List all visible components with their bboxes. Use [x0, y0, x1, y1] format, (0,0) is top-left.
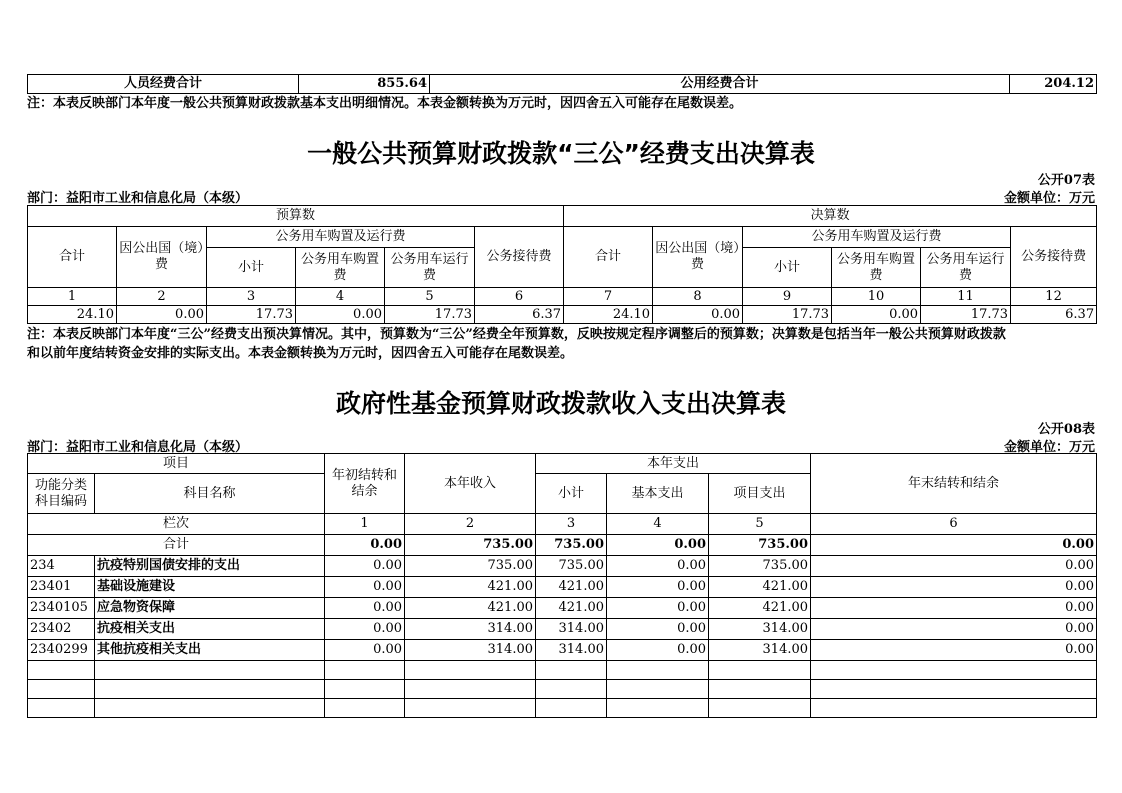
- col-number: 12: [1011, 288, 1097, 306]
- row-value: 0.00: [811, 640, 1097, 661]
- value-cell: 0.00: [832, 306, 921, 324]
- table8-code: 公开08表: [1037, 422, 1095, 437]
- row-code: 23401: [28, 577, 95, 598]
- row-value: 0.00: [811, 556, 1097, 577]
- table8: [27, 453, 1097, 718]
- table7-code: 公开07表: [1037, 173, 1095, 188]
- public-total-label: 公用经费合计: [430, 75, 1010, 94]
- row-value: 421.00: [405, 577, 536, 598]
- row-value: 314.00: [536, 640, 607, 661]
- summary-table: [27, 74, 1097, 94]
- value-cell: 0.00: [653, 306, 743, 324]
- value-cell: 0.00: [296, 306, 385, 324]
- end-balance-header: 年末结转和结余: [811, 454, 1097, 514]
- begin-balance-header: 年初结转和结余: [325, 454, 405, 514]
- row-value: 421.00: [536, 577, 607, 598]
- final-header: 决算数: [564, 206, 1097, 227]
- row-code: 23402: [28, 619, 95, 640]
- value-cell: 17.73: [207, 306, 296, 324]
- budget-abroad-header: 因公出国（境）费: [117, 227, 207, 288]
- public-total-value: 204.12: [1010, 75, 1097, 94]
- row-name: 抗疫特别国债安排的支出: [95, 556, 325, 577]
- final-reception-header: 公务接待费: [1011, 227, 1097, 288]
- value-cell: 17.73: [921, 306, 1011, 324]
- col-number: 8: [653, 288, 743, 306]
- total-value: 735.00: [709, 535, 811, 556]
- row-value: 0.00: [607, 577, 709, 598]
- table7-unit: 金额单位：万元: [1003, 191, 1095, 206]
- row-value: 421.00: [536, 598, 607, 619]
- table7: [27, 205, 1097, 324]
- row-code: 234: [28, 556, 95, 577]
- row-value: 0.00: [607, 598, 709, 619]
- total-value: 0.00: [325, 535, 405, 556]
- col-number: 3: [536, 514, 607, 535]
- value-cell: 6.37: [475, 306, 564, 324]
- col-number: 2: [117, 288, 207, 306]
- col-number: 4: [607, 514, 709, 535]
- row-value: 735.00: [536, 556, 607, 577]
- total-value: 0.00: [811, 535, 1097, 556]
- item-header: 项目: [28, 454, 325, 474]
- budget-total-header: 合计: [28, 227, 117, 288]
- row-value: 0.00: [325, 619, 405, 640]
- table7-note-line1: 注：本表反映部门本年度“三公”经费支出预决算情况。其中，预算数为“三公”经费全年预算数，反映按规定程序调整后的预算数；决算数是包括当年一般公共预算财政拨款: [27, 327, 1006, 342]
- personnel-total-label: 人员经费合计: [28, 75, 299, 94]
- personnel-total-value: 855.64: [299, 75, 430, 94]
- table7-title: 一般公共预算财政拨款“三公”经费支出决算表: [307, 139, 815, 168]
- table8-dept: 部门：益阳市工业和信息化局（本级）: [27, 440, 249, 455]
- col-number: 1: [28, 288, 117, 306]
- empty-row: [28, 661, 1097, 680]
- row-value: 421.00: [709, 577, 811, 598]
- row-name: 其他抗疫相关支出: [95, 640, 325, 661]
- column-index-label: 栏次: [28, 514, 325, 535]
- row-value: 314.00: [709, 640, 811, 661]
- row-value: 0.00: [325, 577, 405, 598]
- table-row: [28, 619, 1097, 640]
- total-value: 0.00: [607, 535, 709, 556]
- budget-purchase-header: 公务用车购置费: [296, 248, 385, 288]
- row-value: 735.00: [709, 556, 811, 577]
- row-value: 314.00: [405, 619, 536, 640]
- row-value: 421.00: [709, 598, 811, 619]
- basic-header: 基本支出: [607, 474, 709, 514]
- col-number: 7: [564, 288, 653, 306]
- budget-header: 预算数: [28, 206, 564, 227]
- budget-subtotal-header: 小计: [207, 248, 296, 288]
- row-name: 应急物资保障: [95, 598, 325, 619]
- row-value: 0.00: [607, 556, 709, 577]
- table8-unit: 金额单位：万元: [1003, 440, 1095, 455]
- row-value: 314.00: [709, 619, 811, 640]
- table7-note-line2: 和以前年度结转资金安排的实际支出。本表金额转换为万元时，因四舍五入可能存在尾数误差。: [27, 346, 574, 361]
- row-value: 0.00: [811, 598, 1097, 619]
- subtotal-header: 小计: [536, 474, 607, 514]
- name-header: 科目名称: [95, 474, 325, 514]
- col-number: 5: [709, 514, 811, 535]
- final-abroad-header: 因公出国（境）费: [653, 227, 743, 288]
- col-number: 6: [475, 288, 564, 306]
- row-value: 421.00: [405, 598, 536, 619]
- col-number: 5: [385, 288, 475, 306]
- value-cell: 24.10: [28, 306, 117, 324]
- value-cell: 17.73: [743, 306, 832, 324]
- row-code: 2340299: [28, 640, 95, 661]
- code-header: 功能分类科目编码: [28, 474, 95, 514]
- expense-header: 本年支出: [536, 454, 811, 474]
- empty-row: [28, 699, 1097, 718]
- col-number: 4: [296, 288, 385, 306]
- budget-reception-header: 公务接待费: [475, 227, 564, 288]
- row-value: 314.00: [405, 640, 536, 661]
- row-value: 0.00: [325, 556, 405, 577]
- row-value: 0.00: [325, 640, 405, 661]
- final-vehicle-header: 公务用车购置及运行费: [743, 227, 1011, 248]
- col-number: 10: [832, 288, 921, 306]
- row-value: 735.00: [405, 556, 536, 577]
- value-cell: 24.10: [564, 306, 653, 324]
- table8-title: 政府性基金预算财政拨款收入支出决算表: [335, 389, 786, 418]
- col-number: 2: [405, 514, 536, 535]
- col-number: 6: [811, 514, 1097, 535]
- row-code: 2340105: [28, 598, 95, 619]
- row-value: 0.00: [607, 640, 709, 661]
- empty-row: [28, 680, 1097, 699]
- col-number: 1: [325, 514, 405, 535]
- total-value: 735.00: [405, 535, 536, 556]
- income-header: 本年收入: [405, 454, 536, 514]
- col-number: 11: [921, 288, 1011, 306]
- total-value: 735.00: [536, 535, 607, 556]
- row-value: 0.00: [325, 598, 405, 619]
- row-value: 0.00: [607, 619, 709, 640]
- value-cell: 6.37: [1011, 306, 1097, 324]
- row-name: 基础设施建设: [95, 577, 325, 598]
- final-operation-header: 公务用车运行费: [921, 248, 1011, 288]
- row-value: 0.00: [811, 577, 1097, 598]
- budget-vehicle-header: 公务用车购置及运行费: [207, 227, 475, 248]
- summary-note: 注：本表反映部门本年度一般公共预算财政拨款基本支出明细情况。本表金额转换为万元时，因四舍五入可能存在尾数误差。: [27, 96, 743, 111]
- row-value: 314.00: [536, 619, 607, 640]
- budget-operation-header: 公务用车运行费: [385, 248, 475, 288]
- value-cell: 17.73: [385, 306, 475, 324]
- project-header: 项目支出: [709, 474, 811, 514]
- final-subtotal-header: 小计: [743, 248, 832, 288]
- table-row: [28, 640, 1097, 661]
- total-label: 合计: [28, 535, 325, 556]
- table-row: [28, 598, 1097, 619]
- row-name: 抗疫相关支出: [95, 619, 325, 640]
- row-value: 0.00: [811, 619, 1097, 640]
- col-number: 3: [207, 288, 296, 306]
- table7-dept: 部门：益阳市工业和信息化局（本级）: [27, 191, 249, 206]
- table-row: [28, 577, 1097, 598]
- col-number: 9: [743, 288, 832, 306]
- value-cell: 0.00: [117, 306, 207, 324]
- final-purchase-header: 公务用车购置费: [832, 248, 921, 288]
- table-row: [28, 556, 1097, 577]
- final-total-header: 合计: [564, 227, 653, 288]
